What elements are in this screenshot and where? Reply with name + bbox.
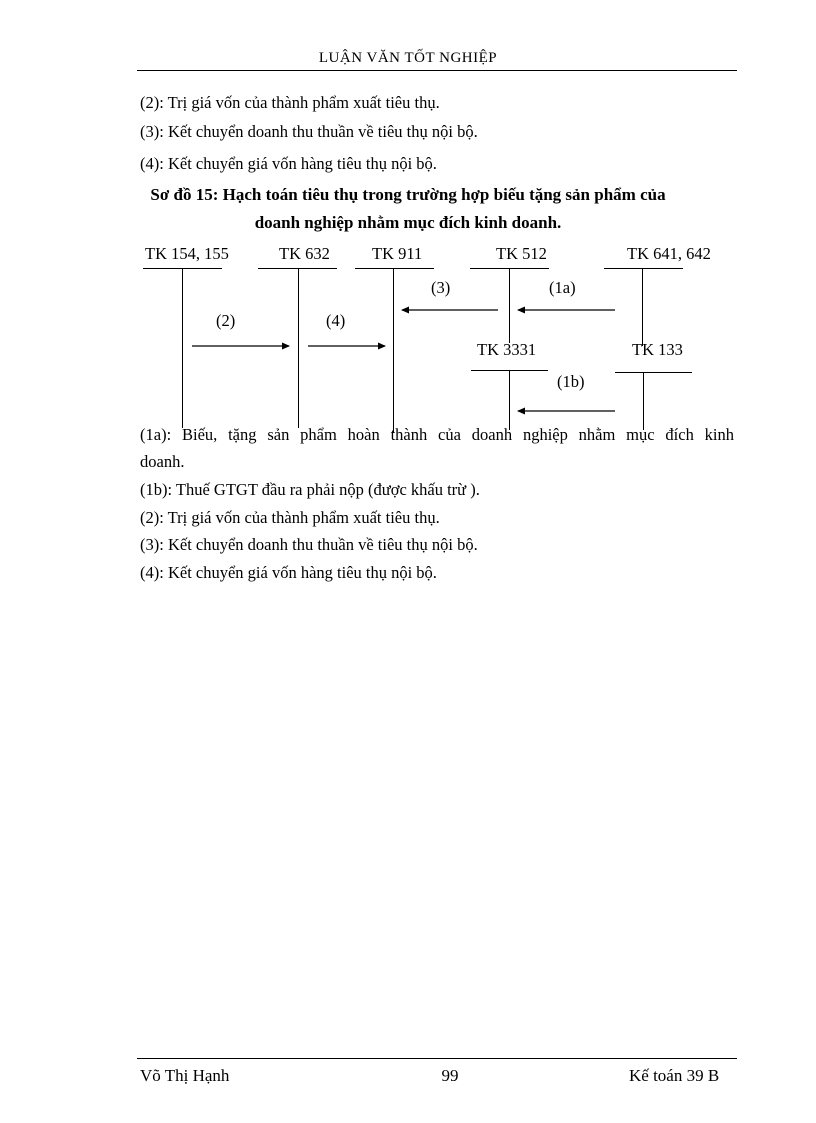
entry-label-2: (2) [216, 311, 236, 330]
account-tk3331: TK 3331 [477, 340, 537, 359]
diagram-caption-line2: doanh nghiệp nhằm mục đích kinh doanh. [254, 213, 562, 232]
diagram-caption-line1: Sơ đồ 15: Hạch toán tiêu thụ trong trường hợp biếu tặng sản phẩm của [150, 185, 666, 204]
account-tk641-642: TK 641, 642 [627, 244, 711, 263]
footer-rule [137, 1058, 737, 1059]
entry-label-1a: (1a) [549, 278, 576, 297]
intro-line-2: (2): Trị giá vốn của thành phẩm xuất tiêu thụ. [140, 93, 440, 112]
entry-label-1b: (1b) [557, 372, 585, 391]
account-tk512: TK 512 [496, 244, 547, 263]
page-header-title: LUẬN VĂN TỐT NGHIỆP [318, 50, 498, 66]
entry-label-4: (4) [326, 311, 346, 330]
account-tk632: TK 632 [279, 244, 330, 263]
note-1b: (1b): Thuế GTGT đầu ra phải nộp (được khấu trừ ). [140, 480, 480, 499]
note-1a-line1: (1a): Biếu, tặng sản phẩm hoàn thành của doanh nghiệp nhằm mục đích kinh [140, 425, 734, 444]
account-tk154-155: TK 154, 155 [145, 244, 229, 263]
note-2: (2): Trị giá vốn của thành phẩm xuất tiêu thụ. [140, 508, 440, 527]
footer-page-number: 99 [441, 1066, 459, 1085]
note-3: (3): Kết chuyển doanh thu thuần về tiêu thụ nội bộ. [140, 535, 478, 554]
footer-author: Võ Thị Hạnh [140, 1066, 230, 1085]
account-tk911: TK 911 [372, 244, 423, 263]
entry-label-3: (3) [431, 278, 451, 297]
account-tk133: TK 133 [632, 340, 683, 359]
note-1a-line2: doanh. [140, 452, 185, 471]
intro-line-4: (4): Kết chuyển giá vốn hàng tiêu thụ nội bộ. [140, 154, 437, 173]
note-4: (4): Kết chuyển giá vốn hàng tiêu thụ nội bộ. [140, 563, 437, 582]
intro-line-3: (3): Kết chuyển doanh thu thuần về tiêu thụ nội bộ. [140, 122, 478, 141]
footer-class: Kế toán 39 B [629, 1066, 720, 1085]
